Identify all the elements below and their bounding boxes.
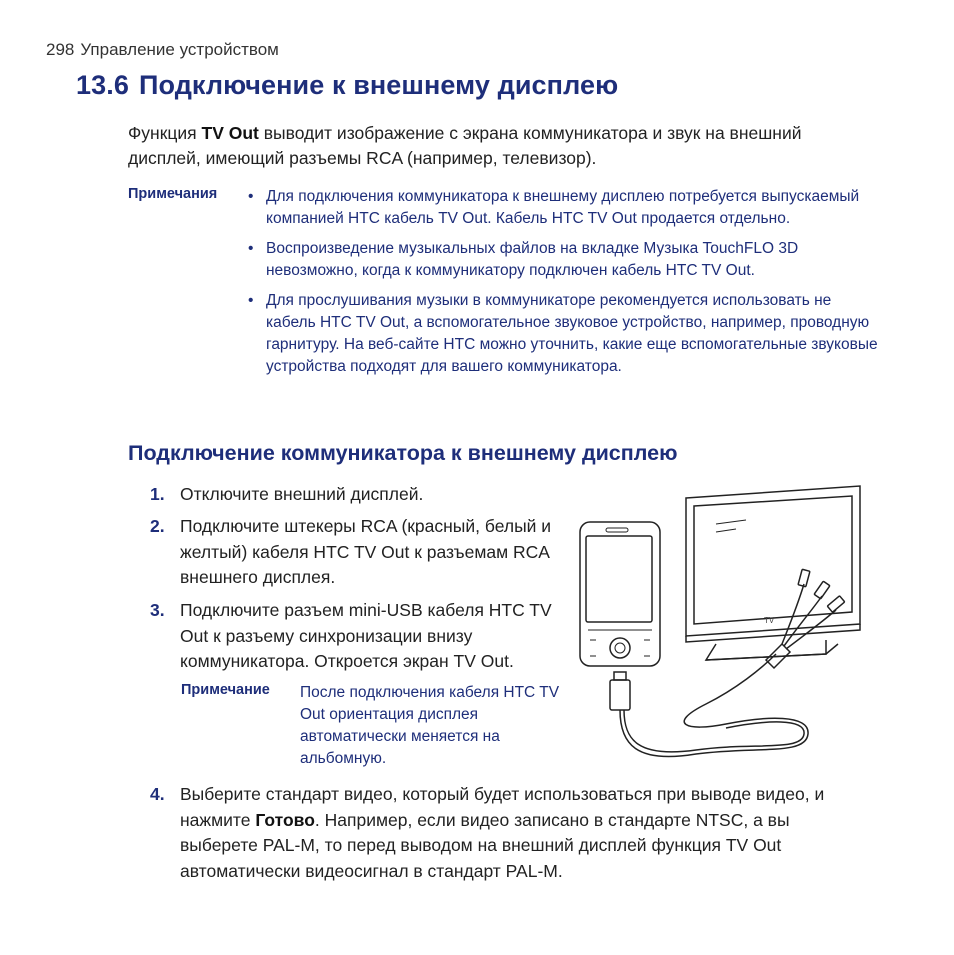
step-text: Отключите внешний дисплей. xyxy=(180,484,424,504)
intro-text-start: Функция xyxy=(128,123,202,143)
note-item xyxy=(248,290,878,378)
page-number: 298 xyxy=(46,40,75,59)
step-text: Подключите разъем mini-USB кабеля HTC TV Out к разъему синхронизации внизу коммуникатора. Откроется экран TV Out. xyxy=(180,600,552,671)
subsection-heading: Подключение коммуникатора к внешнему дисплею xyxy=(128,441,678,465)
bullet: • xyxy=(248,188,254,205)
notes-list xyxy=(248,186,878,386)
note-text: Воспроизведение музыкальных файлов на вкладке Музыка TouchFLO 3D невозможно, когда к коммуникатору подключен кабель HTC TV Out. xyxy=(266,240,799,279)
step-3 xyxy=(150,598,570,675)
step-4 xyxy=(150,782,830,884)
mini-usb-plug-icon xyxy=(610,672,630,710)
step-number: 1. xyxy=(150,484,165,504)
step-3-note-label: Примечание xyxy=(181,682,270,698)
step-3-note-text: После подключения кабеля HTC TV Out ориентация дисплея автоматически меняется на альбомную. xyxy=(300,684,560,767)
step-text-end: . Например, если видео записано в стандарте NTSC, а вы выберете PAL-M, то перед выводом на внешний дисплей функция TV Out автоматически видеосигнал в стандарт PAL-M. xyxy=(180,809,790,881)
section-number: 13.6 xyxy=(76,70,129,100)
bullet: • xyxy=(248,240,254,257)
section-title: Подключение к внешнему дисплею xyxy=(138,70,619,100)
tv-out-connection-illustration xyxy=(576,484,866,774)
step-number: 4. xyxy=(150,784,165,804)
step-1 xyxy=(150,482,570,508)
step-text xyxy=(180,784,824,881)
phone-icon xyxy=(580,522,660,666)
step-number: 2. xyxy=(150,516,165,536)
note-item xyxy=(248,186,878,230)
tv-icon xyxy=(686,486,860,660)
intro-text-end: выводит изображение с экрана коммуникатора и звук на внешний дисплей, имеющий разъемы RCA (например, телевизор). xyxy=(128,123,802,168)
note-item xyxy=(248,238,878,282)
notes-label: Примечания xyxy=(128,186,218,202)
section-heading xyxy=(76,70,618,101)
step-text: Подключите штекеры RCA (красный, белый и желтый) кабеля HTC TV Out к разъемам RCA внешнего дисплея. xyxy=(180,516,552,587)
step-text-start: Выберите стандарт видео, который будет использоваться при выводе видео, и нажмите xyxy=(180,784,825,830)
done-button-term: Готово xyxy=(255,809,315,830)
intro-bold-term: TV Out xyxy=(201,123,259,143)
step-2 xyxy=(150,514,570,591)
bullet: • xyxy=(248,292,254,309)
step-number: 3. xyxy=(150,600,165,620)
tv-out-cable-icon xyxy=(620,569,845,756)
page-header xyxy=(46,40,279,60)
note-text: Для подключения коммуникатора к внешнему дисплею потребуется выпускаемый компанией HTC кабель TV Out. Кабель HTC TV Out продается отдельно. xyxy=(266,188,860,227)
intro-paragraph xyxy=(128,121,848,171)
running-section-title: Управление устройством xyxy=(80,40,279,59)
tv-label: TV xyxy=(764,616,775,625)
note-text: Для прослушивания музыки в коммуникаторе рекомендуется использовать не кабель HTC TV Out, а вспомогательное звуковое устройство, например, проводную гарнитуру. На веб-сайте HTC можно уточнить, какие еще вспомогательные звуковые устройства подходят для вашего коммуникатора. xyxy=(266,292,878,375)
